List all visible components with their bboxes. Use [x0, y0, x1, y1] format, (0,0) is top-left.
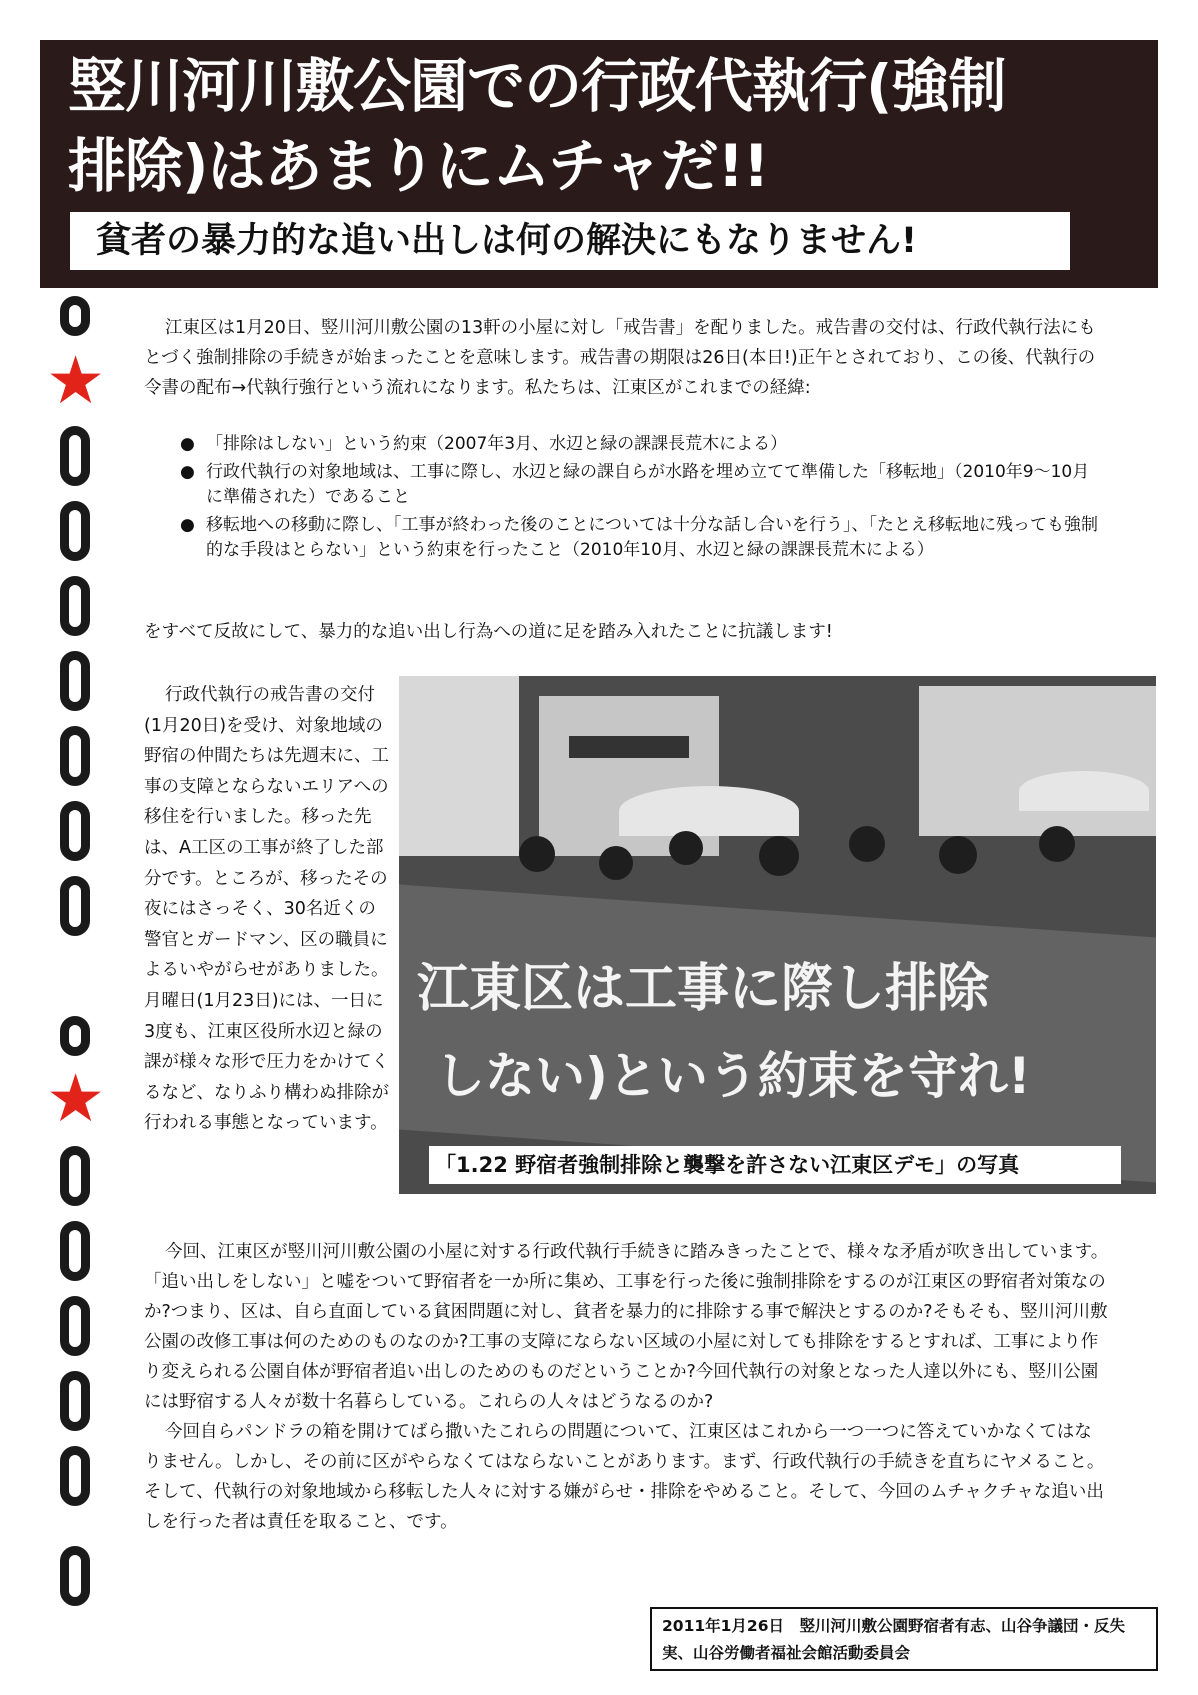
bullet-icon: ● — [180, 434, 195, 454]
signature-text: 2011年1月26日 竪川河川敷公園野宿者有志、山谷争議団・反失実、山谷労働者福祉会館活動委員会 — [662, 1617, 1125, 1662]
chain-link-icon — [60, 576, 90, 636]
photo-umbrella — [1019, 771, 1149, 811]
photo-person — [599, 846, 633, 880]
bullet-text: 行政代執行の対象地域は、工事に際し、水辺と緑の課自らが水路を埋め立てて準備した「移転地」（2010年9〜10月に準備された）であること — [206, 462, 1090, 507]
closing-paragraph-2: 今回自らパンドラの箱を開けてばら撒いたこれらの問題について、江東区はこれから一つ一つに答えていかなくてはなりません。しかし、その前に区がやらなくてはならないことがあります。まず、行政代執行の手続きを直ちにヤメること。そして、代執行の対象地域から移転した人々に対する嫌がらせ・排除をやめること。そして、今回のムチャクチャな追い出しを行った者は責任を取ること、です。 — [144, 1422, 1105, 1532]
photo-person — [669, 831, 703, 865]
chain-link-icon — [60, 426, 90, 486]
chain-link-icon — [60, 1016, 90, 1056]
photo-person — [519, 836, 555, 872]
bullet-item — [180, 460, 1100, 510]
subtitle-box — [70, 212, 1070, 270]
protest-statement: をすべて反故にして、暴力的な追い出し行為への道に足を踏み入れたことに抗議します! — [144, 622, 833, 642]
subtitle: 貧者の暴力的な追い出しは何の解決にもなりません! — [96, 221, 917, 261]
chain-link-icon — [60, 1446, 90, 1506]
photo-windows — [569, 736, 689, 758]
bullet-list — [180, 432, 1100, 566]
chain-link-icon — [60, 801, 90, 861]
bullet-item — [180, 432, 1100, 457]
side-paragraph-text: 行政代執行の戒告書の交付(1月20日)を受け、対象地域の野宿の仲間たちは先週末に、工事の支障とならないエリアへの移住を行いました。移った先は、A工区の工事が終了した部分です。ところが、移ったその夜にはさっそく、30名近くの警官とガードマン、区の職員によるいやがらせがありました。月曜日(1月23日)には、一日に3度も、江東区役所水辺と緑の課が様々な形で圧力をかけてくるなど、なりふり構わぬ排除が行われる事態となっています。 — [144, 685, 389, 1134]
demo-photo — [399, 676, 1156, 1194]
photo-umbrella — [619, 786, 799, 836]
photo-person — [759, 836, 799, 876]
closing-section — [144, 1237, 1109, 1537]
chain-link-icon — [60, 1371, 90, 1431]
chain-link-icon — [60, 1146, 90, 1206]
chain-link-icon — [60, 651, 90, 711]
red-star-icon: ★ — [46, 1060, 106, 1137]
chain-link-icon — [60, 1296, 90, 1356]
photo-person — [1039, 826, 1075, 862]
header-banner — [40, 40, 1158, 288]
bullet-text: 「排除はしない」という約束（2007年3月、水辺と緑の課課長荒木による） — [206, 434, 788, 454]
photo-caption: 「1.22 野宿者強制排除と襲撃を許さない江東区デモ」の写真 — [435, 1153, 1020, 1177]
protest-banner — [399, 885, 1156, 1183]
bullet-icon: ● — [180, 515, 195, 535]
chain-link-icon — [60, 501, 90, 561]
bullet-text: 移転地への移動に際し、「工事が終わった後のことについては十分な話し合いを行う」、「たとえ移転地に残っても強制的な手段はとらない」という約束を行ったこと（2010年10月、水辺と緑の課課長荒木による） — [206, 515, 1098, 560]
title-line-2: 排除)はあまりにムチャだ!! — [68, 132, 769, 200]
intro-section — [144, 313, 1099, 403]
photo-person — [939, 836, 977, 874]
photo-building — [919, 686, 1156, 836]
photo-caption-box — [429, 1146, 1121, 1184]
photo-building — [399, 676, 519, 856]
closing-paragraph-1: 今回、江東区が竪川河川敷公園の小屋に対する行政代執行手続きに踏みきったことで、様々な矛盾が吹き出しています。「追い出しをしない」と嘘をついて野宿者を一か所に集め、工事を行った後に強制排除をするのが江東区の野宿者対策なのか?つまり、区は、自ら直面している貧困問題に対し、貧者を暴力的に排除する事で解決とするのか?そもそも、竪川河川敷公園の改修工事は何のためのものなのか?工事の支障にならない区域の小屋に対しても排除をするとすれば、工事により作り変えられる公園自体が野宿者追い出しのためのものだということか?今回代執行の対象となった人達以外にも、竪川公園には野宿する人々が数十名暮らしている。これらの人々はどうなるのか? — [144, 1242, 1109, 1412]
bullet-item — [180, 513, 1100, 563]
intro-paragraph: 江東区は1月20日、竪川河川敷公園の13軒の小屋に対し「戒告書」を配りました。戒告書の交付は、行政代執行法にもとづく強制排除の手続きが始まったことを意味します。戒告書の期限は26日(本日!)正午とされており、この後、代執行の令書の配布→代執行強行という流れになります。私たちは、江東区がこれまでの経緯: — [144, 318, 1096, 398]
banner-text-line-2: しない)という約束を守れ! — [435, 1047, 1031, 1105]
chain-decoration — [44, 296, 126, 1646]
chain-link-icon — [60, 296, 90, 336]
chain-link-icon — [60, 876, 90, 936]
chain-link-icon — [60, 1546, 90, 1606]
banner-text-line-1: 江東区は工事に際し排除 — [417, 959, 990, 1019]
bullet-icon: ● — [180, 462, 195, 482]
chain-link-icon — [60, 1221, 90, 1281]
photo-person — [849, 826, 885, 862]
side-paragraph — [144, 680, 389, 1139]
chain-link-icon — [60, 726, 90, 786]
red-star-icon: ★ — [46, 342, 106, 419]
signature-box — [650, 1607, 1158, 1671]
title-line-1: 竪川河川敷公園での行政代執行(強制 — [68, 52, 1006, 120]
